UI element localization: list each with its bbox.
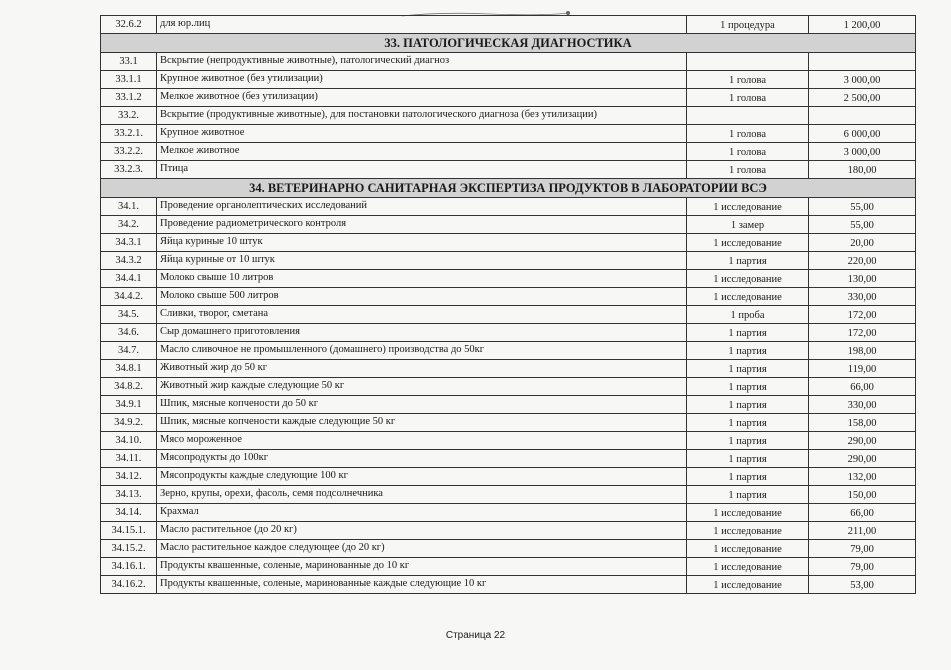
row-price: 130,00 <box>809 270 916 288</box>
row-price: 79,00 <box>809 558 916 576</box>
row-unit: 1 партия <box>687 252 809 270</box>
row-code: 34.11. <box>101 450 157 468</box>
row-unit: 1 партия <box>687 396 809 414</box>
row-code: 34.12. <box>101 468 157 486</box>
row-code: 34.15.1. <box>101 522 157 540</box>
table-row <box>101 486 916 504</box>
row-price: 66,00 <box>809 378 916 396</box>
table-row <box>101 540 916 558</box>
row-price: 66,00 <box>809 504 916 522</box>
table-row <box>101 378 916 396</box>
row-service-name: Продукты квашенные, соленые, маринованные до 10 кг <box>157 558 687 576</box>
row-unit: 1 исследование <box>687 504 809 522</box>
row-service-name: Животный жир до 50 кг <box>157 360 687 378</box>
table-row <box>101 558 916 576</box>
row-price: 119,00 <box>809 360 916 378</box>
table-row <box>101 522 916 540</box>
row-unit: 1 исследование <box>687 270 809 288</box>
row-price: 3 000,00 <box>809 71 916 89</box>
row-unit: 1 замер <box>687 216 809 234</box>
row-service-name: Продукты квашенные, соленые, маринованные каждые следующие 10 кг <box>157 576 687 594</box>
row-unit: 1 исследование <box>687 558 809 576</box>
row-service-name: Молоко свыше 500 литров <box>157 288 687 306</box>
row-service-name: Масло растительное (до 20 кг) <box>157 522 687 540</box>
row-service-name: Крупное животное (без утилизации) <box>157 71 687 89</box>
row-unit: 1 процедура <box>687 16 809 34</box>
row-service-name: Зерно, крупы, орехи, фасоль, семя подсолнечника <box>157 486 687 504</box>
row-service-name: Мясопродукты каждые следующие 100 кг <box>157 468 687 486</box>
row-service-name: Масло растительное каждое следующее (до 20 кг) <box>157 540 687 558</box>
row-code: 34.7. <box>101 342 157 360</box>
row-service-name: для юр.лиц <box>157 16 687 34</box>
row-code: 34.13. <box>101 486 157 504</box>
row-unit: 1 голова <box>687 143 809 161</box>
row-price: 180,00 <box>809 161 916 179</box>
price-table <box>100 15 916 594</box>
row-price: 172,00 <box>809 324 916 342</box>
row-price: 330,00 <box>809 288 916 306</box>
row-unit <box>687 53 809 71</box>
row-service-name: Вскрытие (продуктивные животные), для постановки патологического диагноза (без утилизации) <box>157 107 687 125</box>
row-service-name: Животный жир каждые следующие 50 кг <box>157 378 687 396</box>
row-unit: 1 партия <box>687 450 809 468</box>
table-row <box>101 396 916 414</box>
row-unit: 1 голова <box>687 125 809 143</box>
row-price: 290,00 <box>809 432 916 450</box>
table-row <box>101 306 916 324</box>
row-code: 34.8.2. <box>101 378 157 396</box>
page-number: Страница 22 <box>445 630 506 641</box>
table-row <box>101 252 916 270</box>
table-row <box>101 125 916 143</box>
row-service-name: Сливки, творог, сметана <box>157 306 687 324</box>
row-code: 33.1 <box>101 53 157 71</box>
row-unit: 1 партия <box>687 360 809 378</box>
row-unit: 1 партия <box>687 432 809 450</box>
row-code: 33.2.2. <box>101 143 157 161</box>
row-unit: 1 исследование <box>687 234 809 252</box>
row-code: 34.16.2. <box>101 576 157 594</box>
table-row <box>101 576 916 594</box>
row-price: 290,00 <box>809 450 916 468</box>
table-row <box>101 468 916 486</box>
row-unit: 1 партия <box>687 486 809 504</box>
table-row <box>101 324 916 342</box>
table-row <box>101 161 916 179</box>
row-code: 34.16.1. <box>101 558 157 576</box>
row-code: 34.14. <box>101 504 157 522</box>
row-service-name: Мелкое животное (без утилизации) <box>157 89 687 107</box>
table-row <box>101 89 916 107</box>
row-price: 158,00 <box>809 414 916 432</box>
table-row <box>101 198 916 216</box>
table-row <box>101 234 916 252</box>
row-unit: 1 исследование <box>687 522 809 540</box>
row-service-name: Яйца куриные от 10 штук <box>157 252 687 270</box>
row-code: 33.1.1 <box>101 71 157 89</box>
section-title: 33. ПАТОЛОГИЧЕСКАЯ ДИАГНОСТИКА <box>101 34 916 53</box>
row-price <box>809 53 916 71</box>
row-code: 33.1.2 <box>101 89 157 107</box>
table-row <box>101 432 916 450</box>
row-code: 34.3.2 <box>101 252 157 270</box>
row-unit: 1 исследование <box>687 576 809 594</box>
row-code: 34.3.1 <box>101 234 157 252</box>
row-service-name: Масло сливочное не промышленного (домашнего) производства до 50кг <box>157 342 687 360</box>
row-price: 220,00 <box>809 252 916 270</box>
table-row <box>101 288 916 306</box>
row-service-name: Вскрытие (непродуктивные животные), патологический диагноз <box>157 53 687 71</box>
row-price: 150,00 <box>809 486 916 504</box>
row-code: 34.1. <box>101 198 157 216</box>
table-row <box>101 71 916 89</box>
row-unit <box>687 107 809 125</box>
row-service-name: Шпик, мясные копчености до 50 кг <box>157 396 687 414</box>
row-service-name: Мясопродукты до 100кг <box>157 450 687 468</box>
table-row <box>101 360 916 378</box>
table-row <box>101 216 916 234</box>
row-code: 34.4.1 <box>101 270 157 288</box>
table-row <box>101 270 916 288</box>
section-header-row <box>101 34 916 53</box>
row-service-name: Крахмал <box>157 504 687 522</box>
row-code: 34.9.1 <box>101 396 157 414</box>
row-code: 33.2. <box>101 107 157 125</box>
row-service-name: Проведение радиометрического контроля <box>157 216 687 234</box>
row-code: 34.8.1 <box>101 360 157 378</box>
table-row <box>101 143 916 161</box>
row-code: 34.4.2. <box>101 288 157 306</box>
row-price: 79,00 <box>809 540 916 558</box>
row-unit: 1 голова <box>687 89 809 107</box>
row-service-name: Проведение органолептических исследований <box>157 198 687 216</box>
table-row <box>101 504 916 522</box>
row-unit: 1 голова <box>687 161 809 179</box>
row-service-name: Сыр домашнего приготовления <box>157 324 687 342</box>
row-unit: 1 партия <box>687 468 809 486</box>
row-code: 34.5. <box>101 306 157 324</box>
row-price: 20,00 <box>809 234 916 252</box>
row-service-name: Мясо мороженное <box>157 432 687 450</box>
table-row <box>101 450 916 468</box>
row-service-name: Шпик, мясные копчености каждые следующие 50 кг <box>157 414 687 432</box>
row-unit: 1 исследование <box>687 288 809 306</box>
row-price: 3 000,00 <box>809 143 916 161</box>
price-table-body <box>101 16 916 594</box>
row-price: 1 200,00 <box>809 16 916 34</box>
row-unit: 1 исследование <box>687 540 809 558</box>
table-row <box>101 107 916 125</box>
row-unit: 1 исследование <box>687 198 809 216</box>
row-code: 33.2.3. <box>101 161 157 179</box>
row-price: 55,00 <box>809 198 916 216</box>
table-row <box>101 16 916 34</box>
row-code: 32.6.2 <box>101 16 157 34</box>
section-title: 34. ВЕТЕРИНАРНО САНИТАРНАЯ ЭКСПЕРТИЗА ПРОДУКТОВ В ЛАБОРАТОРИИ ВСЭ <box>101 179 916 198</box>
row-unit: 1 голова <box>687 71 809 89</box>
row-price: 172,00 <box>809 306 916 324</box>
section-header-row <box>101 179 916 198</box>
row-code: 34.6. <box>101 324 157 342</box>
row-code: 34.15.2. <box>101 540 157 558</box>
row-price: 211,00 <box>809 522 916 540</box>
row-unit: 1 партия <box>687 342 809 360</box>
table-row <box>101 342 916 360</box>
row-unit: 1 партия <box>687 324 809 342</box>
row-price: 330,00 <box>809 396 916 414</box>
row-code: 34.10. <box>101 432 157 450</box>
row-service-name: Птица <box>157 161 687 179</box>
row-code: 33.2.1. <box>101 125 157 143</box>
row-code: 34.9.2. <box>101 414 157 432</box>
row-price: 53,00 <box>809 576 916 594</box>
row-price <box>809 107 916 125</box>
row-unit: 1 партия <box>687 414 809 432</box>
row-price: 2 500,00 <box>809 89 916 107</box>
row-price: 55,00 <box>809 216 916 234</box>
row-price: 132,00 <box>809 468 916 486</box>
row-unit: 1 проба <box>687 306 809 324</box>
row-service-name: Яйца куриные 10 штук <box>157 234 687 252</box>
row-service-name: Мелкое животное <box>157 143 687 161</box>
row-price: 6 000,00 <box>809 125 916 143</box>
row-price: 198,00 <box>809 342 916 360</box>
row-unit: 1 партия <box>687 378 809 396</box>
row-service-name: Крупное животное <box>157 125 687 143</box>
row-service-name: Молоко свыше 10 литров <box>157 270 687 288</box>
table-row <box>101 53 916 71</box>
table-row <box>101 414 916 432</box>
row-code: 34.2. <box>101 216 157 234</box>
